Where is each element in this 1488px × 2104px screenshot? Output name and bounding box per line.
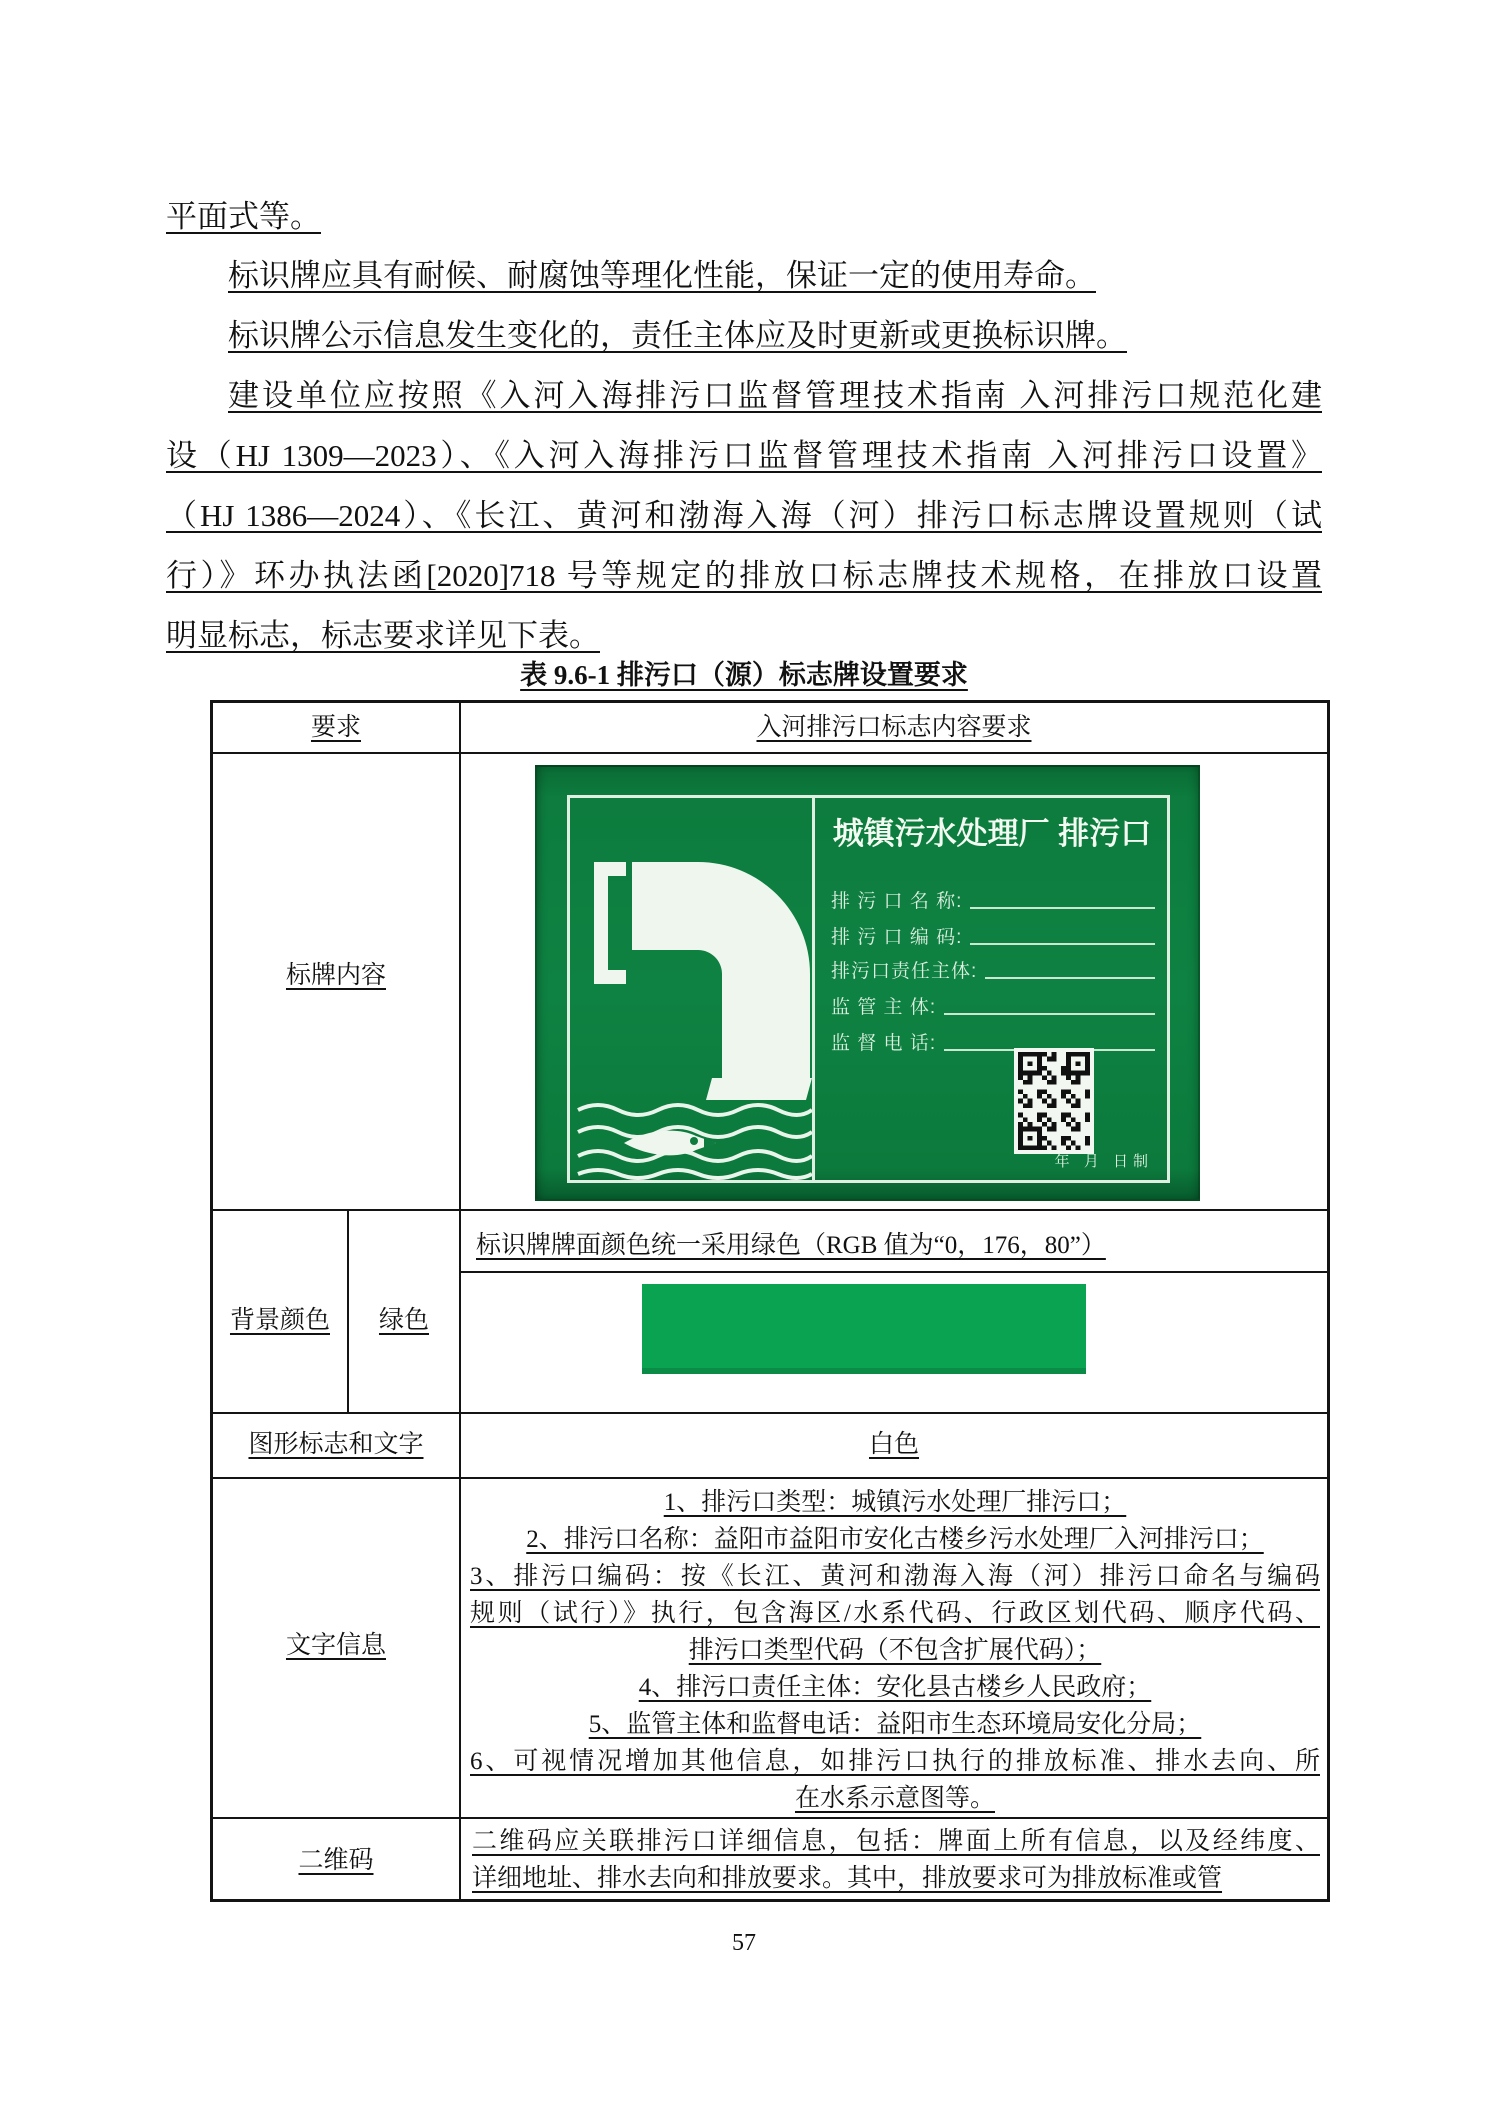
table-hline (213, 1817, 1327, 1819)
row-graphics-value (461, 1413, 1327, 1477)
textinfo-line: 在水系示意图等。 (794, 1785, 995, 1812)
sign-field-line (970, 943, 1155, 945)
body-line: （HJ 1386—2024）、《长江、黄河和渤海入海（河）排污口标志牌设置规则（试 (166, 498, 1322, 533)
sign-field-line (970, 907, 1155, 909)
graphics-value: 白色 (868, 1431, 919, 1458)
sign-field-label: 排 污 口 编 码: (831, 927, 963, 948)
qr-code (1014, 1048, 1094, 1154)
table-vline (459, 703, 461, 1899)
textinfo-line: 5、监管主体和监督电话：益阳市生态环境局安化分局； (588, 1711, 1202, 1738)
header-requirement-label: 要求 (310, 714, 361, 741)
sign-field-row (831, 919, 1155, 949)
table-hline (213, 752, 1327, 754)
page-number: 57 (732, 1930, 756, 1956)
textinfo-line: 排污口类型代码（不包含扩展代码）； (688, 1637, 1102, 1664)
row-board-content-label (213, 951, 459, 1000)
row-background-value (349, 1296, 459, 1345)
pipe-elbow (632, 862, 810, 1080)
sign-field-row (831, 989, 1155, 1019)
graphics-label: 图形标志和文字 (248, 1431, 424, 1458)
header-requirement (213, 703, 459, 752)
sign-title: 城镇污水处理厂 排污口 (832, 816, 1152, 851)
textinfo-label: 文字信息 (285, 1632, 386, 1659)
sign-field-label: 排污口责任主体: (831, 961, 978, 982)
background-label: 背景颜色 (229, 1307, 330, 1334)
pipe-icon (570, 798, 812, 1180)
textinfo-line: 1、排污口类型：城镇污水处理厂排污口； (663, 1489, 1127, 1516)
sign-field-row (831, 953, 1155, 983)
sign-text-panel (815, 798, 1169, 1180)
body-line: 明显标志，标志要求详见下表。 (166, 618, 600, 653)
body-line: 平面式等。 (166, 199, 321, 234)
body-line: 标识牌应具有耐候、耐腐蚀等理化性能，保证一定的使用寿命。 (228, 258, 1096, 293)
sign-field-line (985, 977, 1155, 979)
body-line: 标识牌公示信息发生变化的，责任主体应及时更新或更换标识牌。 (228, 318, 1127, 353)
sign-field-label: 排 污 口 名 称: (831, 891, 963, 912)
row-graphics-label (213, 1413, 459, 1477)
header-content-label: 入河排污口标志内容要求 (756, 714, 1032, 741)
row-textinfo-lines (470, 1484, 1320, 1817)
table-hline (213, 1209, 1327, 1211)
table-hline (213, 1477, 1327, 1479)
row-background-label (213, 1296, 347, 1345)
qr-label: 二维码 (298, 1847, 374, 1874)
qr-line: 详细地址、排水去向和排放要求。其中，排放要求可为排放标准或管 (472, 1865, 1223, 1892)
board-content-label: 标牌内容 (285, 962, 386, 989)
body-line: 设（HJ 1309—2023）、《入河入海排污口监督管理技术指南 入河排污口设置》 (166, 438, 1322, 473)
sign-field-row (831, 1025, 1155, 1055)
qr-line: 二维码应关联排污口详细信息，包括：牌面上所有信息，以及经纬度、 (472, 1828, 1320, 1855)
pipe-mouth (706, 1078, 812, 1100)
green-swatch (642, 1284, 1086, 1374)
textinfo-line: 规则（试行）》执行，包含海区/水系代码、行政区划代码、顺序代码、 (470, 1600, 1320, 1627)
table-caption: 表 9.6-1 排污口（源）标志牌设置要求 (520, 660, 968, 690)
sign-date-note: 年 月 日制 (1054, 1153, 1153, 1170)
row-qr-label (213, 1836, 459, 1885)
row-textinfo-label (213, 1621, 459, 1670)
table-hline (461, 1271, 1327, 1273)
sign-field-row (831, 883, 1155, 913)
textinfo-line: 6、可视情况增加其他信息，如排污口执行的排放标准、排水去向、所 (470, 1748, 1320, 1775)
sign-pictogram (570, 798, 812, 1180)
textinfo-line: 4、排污口责任主体：安化县古楼乡人民政府； (638, 1674, 1152, 1701)
discharge-sign-image (535, 765, 1200, 1201)
header-content (461, 703, 1327, 752)
sign-field-label: 监 管 主 体: (831, 997, 937, 1018)
textinfo-line: 2、排污口名称：益阳市益阳市安化古楼乡污水处理厂入河排污口； (526, 1526, 1264, 1553)
textinfo-line: 3、排污口编码：按《长江、黄河和渤海入海（河）排污口命名与编码 (470, 1563, 1320, 1590)
background-value: 绿色 (378, 1307, 429, 1334)
row-background-note (476, 1222, 1321, 1270)
body-line: 行）》环办执法函[2020]718 号等规定的排放口标志牌技术规格，在排放口设置 (166, 558, 1322, 593)
body-line: 建设单位应按照《入河入海排污口监督管理技术指南 入河排污口规范化建 (228, 378, 1322, 413)
background-note-text: 标识牌牌面颜色统一采用绿色（RGB 值为“0，176，80”） (476, 1232, 1106, 1259)
sign-field-label: 监 督 电 话: (831, 1033, 937, 1054)
row-qr-lines (472, 1823, 1320, 1897)
sign-field-line (944, 1013, 1155, 1015)
pipe-bracket (594, 862, 626, 984)
